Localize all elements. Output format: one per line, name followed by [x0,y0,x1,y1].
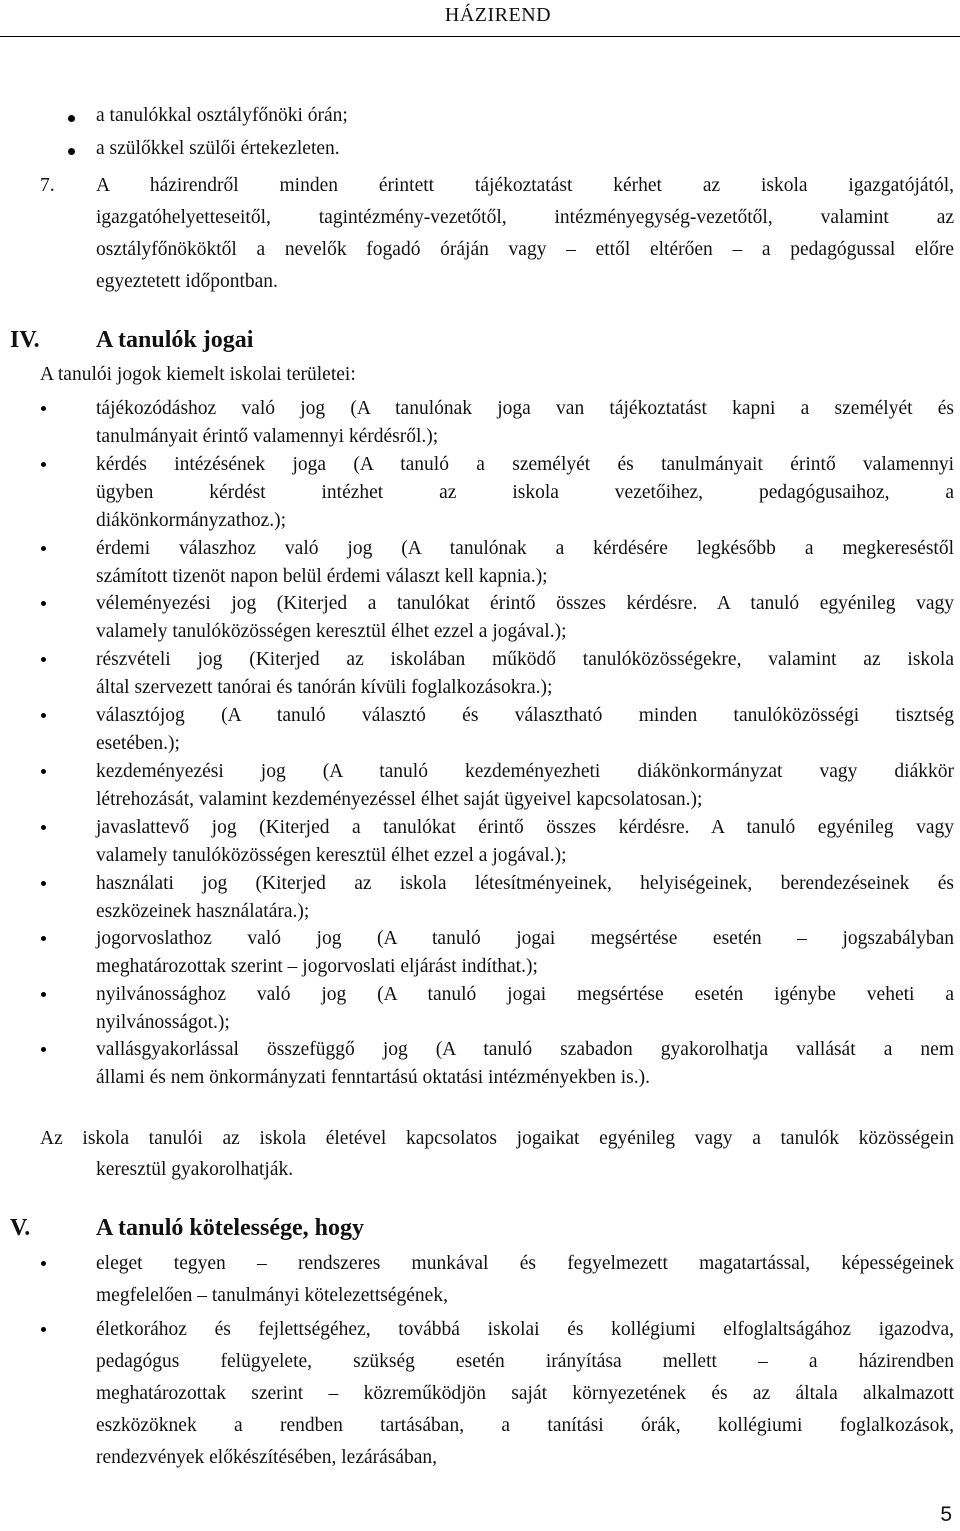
list-item-line: használati jog (Kiterjed az iskola létesítményeinek, helyiségeinek, berendezéseinek és [96,873,954,894]
list-item-line: pedagógus felügyelete, szükség esetén irányítása mellett – a házirendben [96,1351,954,1372]
list-item-line: részvételi jog (Kiterjed az iskolában működő tanulóközösségekre, valamint az iskola [96,649,954,670]
bullet-dot [41,546,46,551]
closing-line: Az iskola tanulói az iskola életével kapcsolatos jogaikat egyénileg vagy a tanulók közösségein [40,1128,954,1149]
list-item-line: ügyben kérdést intézhet az iskola vezetőihez, pedagógusaihoz, a [96,482,954,503]
bullet-text: a szülőkkel szülői értekezleten. [96,138,340,159]
list-item-line: megfelelően – tanulmányi kötelezettségének, [96,1285,448,1306]
list-item-line: valamely tanulóközösségen keresztül élhet ezzel a jogával.); [96,621,567,642]
bullet-dot [41,462,46,467]
list-item-line: kérdés intézésének joga (A tanuló a személyét és tanulmányait érintő valamennyi [96,454,954,475]
bullet-dot [41,769,46,774]
list-item-line: nyilvánossághoz való jog (A tanuló jogai megsértése esetén igénybe veheti a [96,984,954,1005]
bullet-dot [68,115,75,122]
list-item-line: meghatározottak szerint – közreműködjön saját környezetének és az általa alkalmazott [96,1383,954,1404]
bullet-dot [41,1327,46,1332]
list-item-line: jogorvoslathoz való jog (A tanuló jogai megsértése esetén – jogszabályban [96,928,954,949]
list-item-line: állami és nem önkormányzati fenntartású oktatási intézményekben is.). [96,1067,650,1088]
bullet-dot [41,992,46,997]
list-item-line: életkorához és fejlettségéhez, továbbá iskolai és kollégiumi elfoglaltságához igazodva, [96,1319,954,1340]
bullet-dot [41,406,46,411]
list-item-line: vallásgyakorlással összefüggő jog (A tanuló szabadon gyakorolhatja vallását a nem [96,1039,954,1060]
item-number: 7. [40,175,55,196]
list-item-line: eleget tegyen – rendszeres munkával és fegyelmezett magatartással, képességeinek [96,1253,954,1274]
section-number: IV. [10,327,40,353]
section-title: A tanuló kötelessége, hogy [96,1215,365,1241]
list-item-line: tanulmányait érintő valamennyi kérdésről.); [96,426,439,447]
bullet-dot [41,657,46,662]
list-item-line: diákönkormányzathoz.); [96,510,287,531]
item7-line: egyeztetett időpontban. [96,271,278,292]
bullet-dot [41,881,46,886]
list-item-line: eszközeinek használatára.); [96,901,310,922]
section-title: A tanulók jogai [96,327,254,353]
list-item-line: választójog (A tanuló választó és választható minden tanulóközösségi tisztség [96,705,954,726]
list-item-line: által szervezett tanórai és tanórán kívüli foglalkozásokra.); [96,677,553,698]
list-item-line: véleményezési jog (Kiterjed a tanulókat érintő összes kérdésre. A tanuló egyénileg vagy [96,593,954,614]
bullet-dot [41,1047,46,1052]
item7-line: igazgatóhelyetteseitől, tagintézmény-vezetőtől, intézményegység-vezetőtől, valamint az [96,207,954,228]
header-divider [0,36,960,37]
list-item-line: javaslattevő jog (Kiterjed a tanulókat érintő összes kérdésre. A tanuló egyénileg vagy [96,817,954,838]
list-item-line: létrehozását, valamint kezdeményezéssel élhet saját ügyeivel kapcsolatosan.); [96,789,703,810]
bullet-text: a tanulókkal osztályfőnöki órán; [96,105,348,126]
page-header-title: HÁZIREND [444,4,552,26]
bullet-dot [41,1261,46,1266]
bullet-dot [41,601,46,606]
section-number: V. [10,1215,31,1241]
list-item-line: érdemi válaszhoz való jog (A tanulónak a kérdésére legkésőbb a megkereséstől [96,538,954,559]
list-item-line: valamely tanulóközösségen keresztül élhet ezzel a jogával.); [96,845,567,866]
list-item-line: rendezvények előkészítésében, lezárásában, [96,1447,438,1468]
item7-line: A házirendről minden érintett tájékoztatást kérhet az iskola igazgatójától, [96,175,954,196]
item7-line: osztályfőnököktől a nevelők fogadó óráján vagy – ettől eltérően – a pedagógussal előre [96,239,954,260]
bullet-dot [41,825,46,830]
closing-line: keresztül gyakorolhatják. [96,1159,294,1180]
list-item-line: nyilvánosságot.); [96,1012,230,1033]
bullet-dot [41,936,46,941]
bullet-dot [41,713,46,718]
section-intro: A tanulói jogok kiemelt iskolai területei: [40,364,356,385]
list-item-line: tájékozódáshoz való jog (A tanulónak joga van tájékoztatást kapni a személyét és [96,398,954,419]
page-number: 5 [940,1503,952,1526]
list-item-line: esetében.); [96,733,180,754]
list-item-line: eszközöknek a rendben tartásában, a tanítási órák, kollégiumi foglalkozások, [96,1415,954,1436]
list-item-line: számított tizenöt napon belül érdemi választ kell kapnia.); [96,566,548,587]
list-item-line: kezdeményezési jog (A tanuló kezdeményezheti diákönkormányzat vagy diákkör [96,761,954,782]
bullet-dot [68,148,75,155]
list-item-line: meghatározottak szerint – jogorvoslati eljárást indíthat.); [96,956,538,977]
